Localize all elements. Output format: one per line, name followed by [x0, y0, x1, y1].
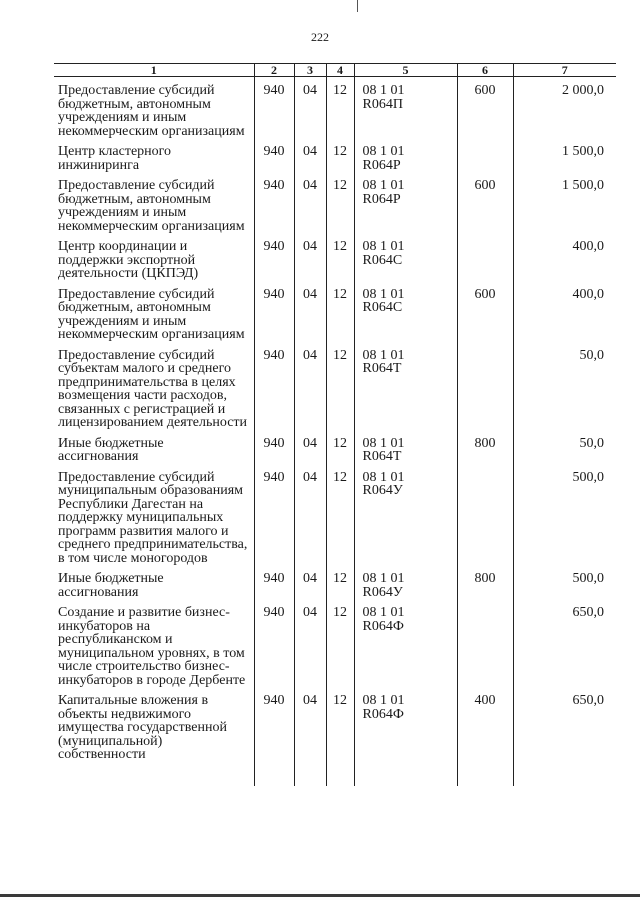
table-header-row: [54, 64, 616, 77]
cell-col3: 04: [294, 565, 326, 599]
cell-col6: 800: [457, 565, 513, 599]
cell-col3: 04: [294, 687, 326, 786]
cell-name: Центр координации и поддержки экспортной деятельности (ЦКПЭД): [58, 239, 199, 281]
cell-amount: 50,0: [513, 342, 616, 430]
cell-code: 08 1 01 R064У: [354, 464, 457, 566]
cell-col3: 04: [294, 77, 326, 139]
cell-amount: 1 500,0: [513, 172, 616, 233]
cell-col6: 600: [457, 281, 513, 342]
cell-col3: 04: [294, 464, 326, 566]
cell-code: 08 1 01 R064Т: [354, 342, 457, 430]
budget-table: [54, 63, 616, 786]
cell-col6: 600: [457, 172, 513, 233]
cell-col2: 940: [254, 430, 294, 464]
table-row: [54, 565, 616, 599]
table-row: [54, 233, 616, 281]
table-row: [54, 430, 616, 464]
cell-col2: 940: [254, 281, 294, 342]
cell-col6: [457, 233, 513, 281]
table-row: [54, 342, 616, 430]
cell-amount: 2 000,0: [513, 77, 616, 139]
column-header: 4: [326, 64, 354, 77]
cell-name: Предоставление субсидий муниципальным образованиям Республики Дагестан на поддержку муниципальных программ развития малого и среднего предпринимательства, в том числе моногородов: [58, 469, 248, 566]
cell-col4: 12: [326, 77, 354, 139]
cell-amount: 500,0: [513, 565, 616, 599]
cell-col3: 04: [294, 233, 326, 281]
cell-col4: 12: [326, 342, 354, 430]
cell-col2: 940: [254, 342, 294, 430]
cell-col6: [457, 342, 513, 430]
cell-col4: 12: [326, 430, 354, 464]
cell-col4: 12: [326, 599, 354, 687]
column-header: 2: [254, 64, 294, 77]
cell-name: Предоставление субсидий субъектам малого и среднего предпринимательства в целях возмещения части расходов, связанных с регистрацией и лицензированием деятельности: [58, 347, 248, 430]
cell-col6: [457, 138, 513, 172]
cell-col4: 12: [326, 687, 354, 786]
table-row: [54, 138, 616, 172]
cell-name: Иные бюджетные ассигнования: [58, 435, 164, 464]
table-row: [54, 281, 616, 342]
cell-amount: 650,0: [513, 687, 616, 786]
cell-name: Предоставление субсидий бюджетным, автономным учреждениям и иным некоммерческим организациям: [58, 178, 245, 234]
cell-col3: 04: [294, 281, 326, 342]
cell-name: Предоставление субсидий бюджетным, автономным учреждениям и иным некоммерческим организациям: [58, 286, 245, 342]
cell-col2: 940: [254, 77, 294, 139]
cell-code: 08 1 01 R064С: [354, 281, 457, 342]
column-header: 1: [54, 64, 254, 77]
column-header: 5: [354, 64, 457, 77]
column-header: 6: [457, 64, 513, 77]
cell-code: 08 1 01 R064У: [354, 565, 457, 599]
cell-name: Предоставление субсидий бюджетным, автономным учреждениям и иным некоммерческим организациям: [58, 83, 245, 139]
cell-col4: 12: [326, 233, 354, 281]
cell-amount: 400,0: [513, 233, 616, 281]
cell-amount: 500,0: [513, 464, 616, 566]
cell-col6: [457, 464, 513, 566]
table-row: [54, 599, 616, 687]
cell-code: 08 1 01 R064Р: [354, 172, 457, 233]
cell-col3: 04: [294, 342, 326, 430]
cell-col2: 940: [254, 464, 294, 566]
cell-name: Центр кластерного инжиниринга: [58, 144, 172, 173]
cell-name: Создание и развитие бизнес-инкубаторов на республиканском и муниципальном уровнях, в том числе строительство бизнес-инкубаторов в городе Дербенте: [58, 605, 246, 688]
table-row: [54, 464, 616, 566]
cell-col2: 940: [254, 233, 294, 281]
cell-col6: 800: [457, 430, 513, 464]
column-header: 3: [294, 64, 326, 77]
cell-code: 08 1 01 R064Ф: [354, 687, 457, 786]
cell-col2: 940: [254, 138, 294, 172]
cell-col2: 940: [254, 599, 294, 687]
cell-col3: 04: [294, 430, 326, 464]
cell-col4: 12: [326, 464, 354, 566]
cell-col4: 12: [326, 565, 354, 599]
table-row: [54, 172, 616, 233]
table-row: [54, 77, 616, 139]
cell-col4: 12: [326, 138, 354, 172]
cell-name: Капитальные вложения в объекты недвижимого имущества государственной (муниципальной) собственности: [58, 693, 227, 762]
cell-col4: 12: [326, 172, 354, 233]
scan-bottom-edge: [0, 894, 640, 897]
cell-col2: 940: [254, 172, 294, 233]
cell-amount: 400,0: [513, 281, 616, 342]
cell-code: 08 1 01 R064Т: [354, 430, 457, 464]
cell-col2: 940: [254, 565, 294, 599]
cell-col2: 940: [254, 687, 294, 786]
cell-col3: 04: [294, 172, 326, 233]
cell-col6: 400: [457, 687, 513, 786]
cell-col3: 04: [294, 599, 326, 687]
cell-amount: 650,0: [513, 599, 616, 687]
cell-code: 08 1 01 R064Р: [354, 138, 457, 172]
cell-col6: [457, 599, 513, 687]
cell-col4: 12: [326, 281, 354, 342]
cell-code: 08 1 01 R064П: [354, 77, 457, 139]
cell-col6: 600: [457, 77, 513, 139]
page-number: 222: [311, 30, 329, 44]
cell-col3: 04: [294, 138, 326, 172]
cell-amount: 50,0: [513, 430, 616, 464]
cell-name: Иные бюджетные ассигнования: [58, 571, 164, 600]
scan-artifact-mark: [357, 0, 358, 12]
cell-amount: 1 500,0: [513, 138, 616, 172]
table-row: [54, 687, 616, 786]
table-body: [54, 77, 616, 787]
column-header: 7: [513, 64, 616, 77]
cell-code: 08 1 01 R064Ф: [354, 599, 457, 687]
cell-code: 08 1 01 R064С: [354, 233, 457, 281]
